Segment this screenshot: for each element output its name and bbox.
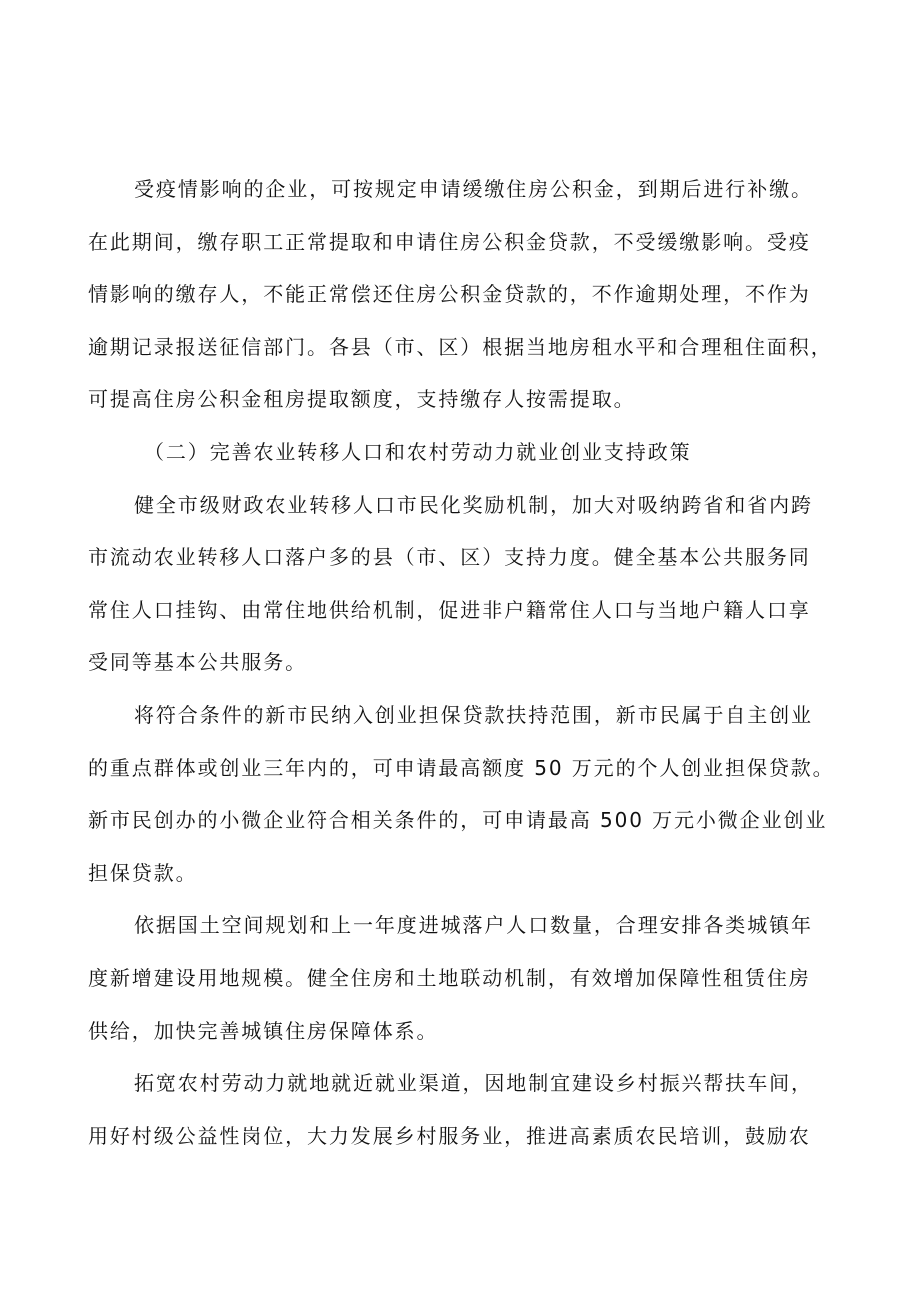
paragraph-line: 用好村级公益性岗位，大力发展乡村服务业，推进高素质农民培训，鼓励农 [88, 1123, 811, 1148]
paragraph-line: 情影响的缴存人，不能正常偿还住房公积金贷款的，不作逾期处理，不作为 [88, 282, 811, 307]
section-heading: （二）完善农业转移人口和农村劳动力就业创业支持政策 [144, 439, 692, 464]
paragraph-line: 新市民创办的小微企业符合相关条件的，可申请最高 500 万元小微企业创业 [88, 808, 828, 833]
paragraph-line: 常住人口挂钩、由常住地供给机制，促进非户籍常住人口与当地户籍人口享 [88, 597, 811, 622]
paragraph-line: 健全市级财政农业转移人口市民化奖励机制，加大对吸纳跨省和省内跨 [134, 492, 813, 517]
paragraph-line: 拓宽农村劳动力就地就近就业渠道，因地制宜建设乡村振兴帮扶车间， [134, 1071, 813, 1096]
paragraph-line: 受疫情影响的企业，可按规定申请缓缴住房公积金，到期后进行补缴。 [134, 177, 813, 201]
paragraph-line: 依据国土空间规划和上一年度进城落户人口数量，合理安排各类城镇年 [134, 913, 813, 938]
paragraph-line: 受同等基本公共服务。 [88, 650, 307, 675]
paragraph-line: 担保贷款。 [88, 860, 198, 885]
paragraph-line: 可提高住房公积金租房提取额度，支持缴存人按需提取。 [88, 387, 636, 412]
paragraph-line: 度新增建设用地规模。健全住房和土地联动机制，有效增加保障性租赁住房 [88, 965, 811, 990]
paragraph-line: 的重点群体或创业三年内的，可申请最高额度 50 万元的个人创业担保贷款。 [88, 755, 835, 780]
paragraph-line: 在此期间，缴存职工正常提取和申请住房公积金贷款，不受缓缴影响。受疫 [88, 229, 811, 254]
paragraph-line: 逾期记录报送征信部门。各县（市、区）根据当地房租水平和合理租住面积， [88, 334, 833, 359]
paragraph-line: 供给，加快完善城镇住房保障体系。 [88, 1018, 439, 1043]
paragraph-line: 将符合条件的新市民纳入创业担保贷款扶持范围，新市民属于自主创业 [134, 702, 813, 727]
document-body [88, 163, 848, 1162]
paragraph-line: 市流动农业转移人口落户多的县（市、区）支持力度。健全基本公共服务同 [88, 545, 811, 570]
